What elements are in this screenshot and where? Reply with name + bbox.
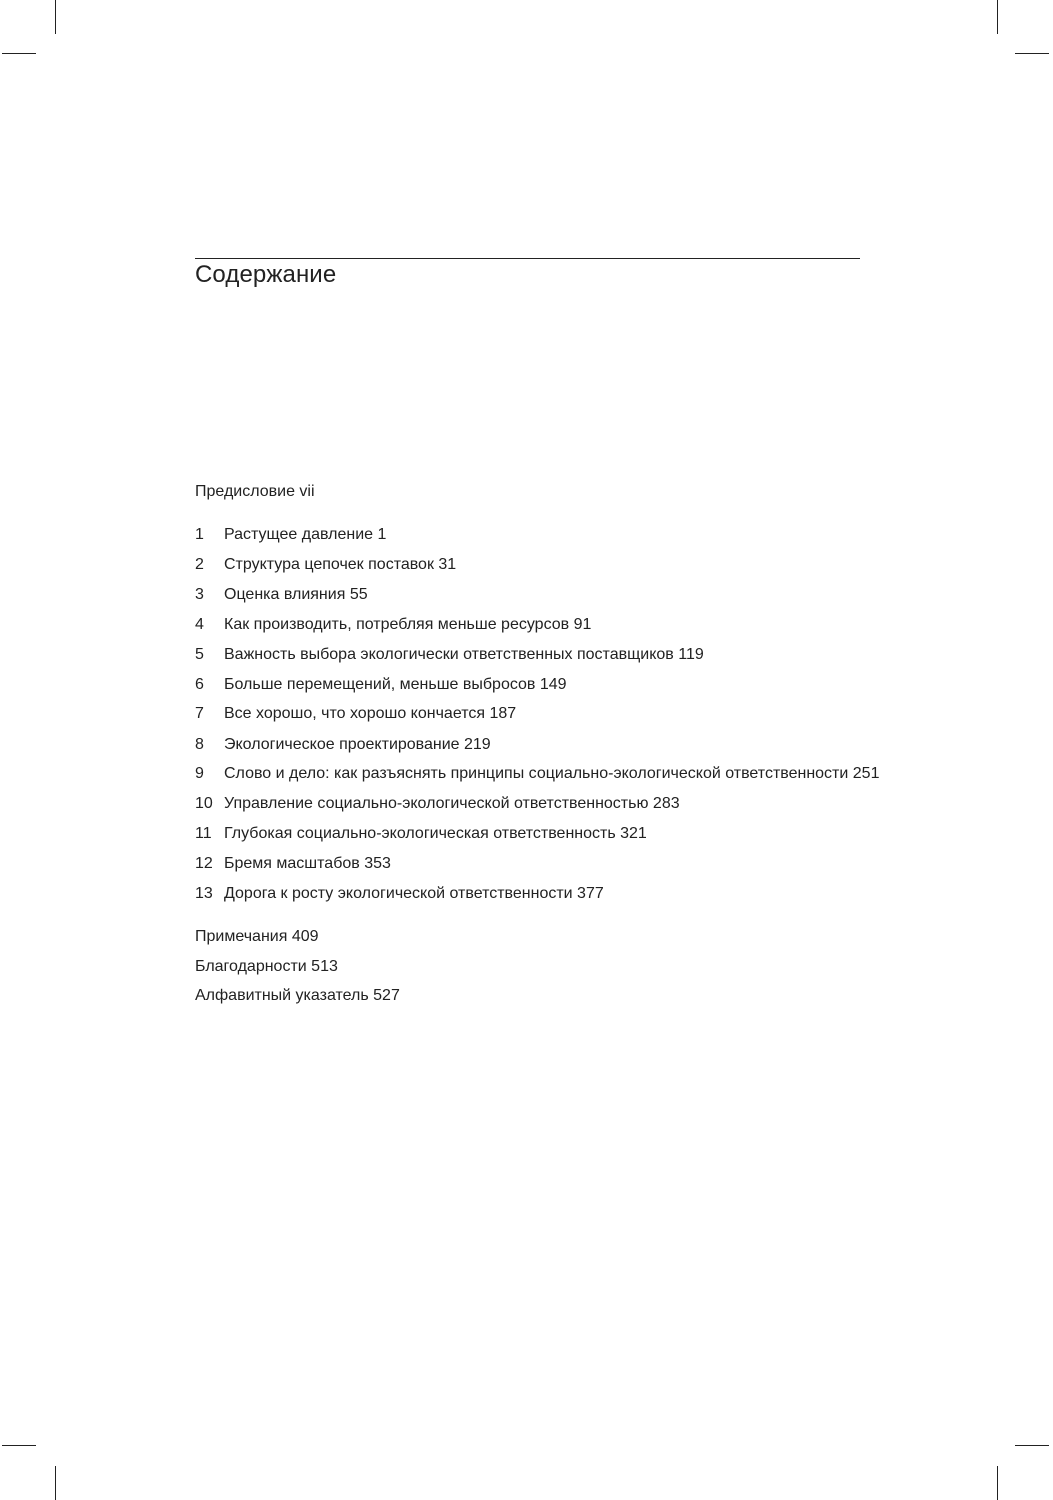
title-rule xyxy=(195,258,860,259)
toc-chapter-8 xyxy=(195,735,491,755)
toc-chapter-9 xyxy=(195,764,879,784)
chapter-number: 11 xyxy=(195,825,212,842)
chapter-title: Дорога к росту экологической ответственности 377 xyxy=(224,885,604,902)
crop-mark-bottom-left-vertical xyxy=(55,1466,56,1500)
crop-mark-bottom-right-horizontal xyxy=(1015,1445,1049,1446)
toc-preface: Предисловие vii xyxy=(195,483,315,500)
chapter-number: 8 xyxy=(195,736,204,753)
toc-chapter-1 xyxy=(195,525,386,545)
chapter-number: 12 xyxy=(195,855,213,872)
chapter-number: 10 xyxy=(195,795,213,812)
toc-index: Алфавитный указатель 527 xyxy=(195,987,400,1004)
chapter-title: Оценка влияния 55 xyxy=(224,586,368,603)
chapter-number: 1 xyxy=(195,526,204,543)
chapter-number: 3 xyxy=(195,586,204,603)
crop-mark-bottom-left-horizontal xyxy=(2,1445,36,1446)
chapter-title: Бремя масштабов 353 xyxy=(224,855,391,872)
crop-mark-top-left-horizontal xyxy=(2,53,36,54)
toc-chapter-10 xyxy=(195,794,680,814)
toc-chapter-11 xyxy=(195,824,647,844)
chapter-title: Как производить, потребляя меньше ресурсов 91 xyxy=(224,616,592,633)
toc-notes: Примечания 409 xyxy=(195,928,319,945)
toc-chapter-4 xyxy=(195,615,591,635)
toc-chapter-5 xyxy=(195,645,704,665)
chapter-title: Управление социально-экологической ответственностью 283 xyxy=(224,795,680,812)
chapter-title: Больше перемещений, меньше выбросов 149 xyxy=(224,676,567,693)
chapter-title: Структура цепочек поставок 31 xyxy=(224,556,457,573)
chapter-title: Слово и дело: как разъяснять принципы социально-экологической ответственности 251 xyxy=(224,765,880,782)
crop-mark-top-right-vertical xyxy=(997,0,998,34)
toc-acknowledgements: Благодарности 513 xyxy=(195,958,338,975)
crop-mark-bottom-right-vertical xyxy=(997,1466,998,1500)
chapter-number: 9 xyxy=(195,765,204,782)
chapter-number: 7 xyxy=(195,705,204,722)
toc-chapter-12 xyxy=(195,854,391,874)
chapter-title: Глубокая социально-экологическая ответственность 321 xyxy=(224,825,647,842)
chapter-title: Важность выбора экологически ответственных поставщиков 119 xyxy=(224,646,704,663)
chapter-number: 2 xyxy=(195,556,204,573)
chapter-title: Все хорошо, что хорошо кончается 187 xyxy=(224,705,517,722)
toc-chapter-2 xyxy=(195,555,456,575)
chapter-title: Растущее давление 1 xyxy=(224,526,387,543)
chapter-number: 4 xyxy=(195,616,204,633)
toc-chapter-13 xyxy=(195,884,604,904)
crop-mark-top-left-vertical xyxy=(55,0,56,34)
chapter-number: 6 xyxy=(195,676,204,693)
chapter-title: Экологическое проектирование 219 xyxy=(224,736,491,753)
toc-chapter-7 xyxy=(195,704,516,724)
chapter-number: 13 xyxy=(195,885,213,902)
toc-chapter-6 xyxy=(195,675,567,695)
crop-mark-top-right-horizontal xyxy=(1015,53,1049,54)
page-title: Содержание xyxy=(195,261,337,288)
toc-chapter-3 xyxy=(195,585,368,605)
chapter-number: 5 xyxy=(195,646,204,663)
